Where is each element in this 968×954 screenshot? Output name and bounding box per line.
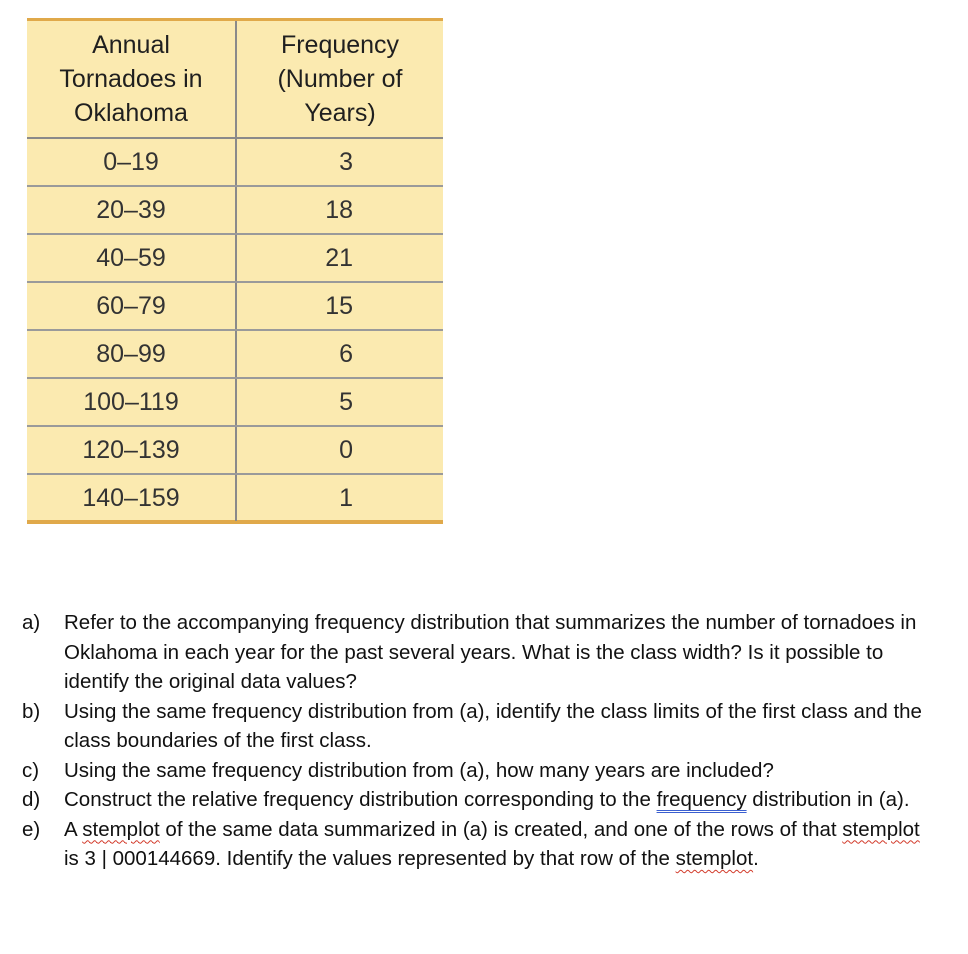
table-row (27, 186, 443, 234)
question-text-part: A (64, 817, 83, 841)
question-marker: a) (22, 611, 41, 634)
table-row (27, 474, 443, 521)
grammar-flagged-word[interactable]: frequency (656, 788, 747, 811)
header-col2-line2: (Number of (277, 65, 403, 93)
question-c[interactable] (22, 756, 922, 786)
frequency-cell: 5 (236, 378, 443, 426)
class-range-cell: 40–59 (27, 234, 236, 282)
frequency-cell: 18 (236, 186, 443, 234)
question-d[interactable] (22, 785, 922, 815)
class-range-cell: 140–159 (27, 474, 236, 521)
header-col2-line1: Frequency (280, 31, 400, 59)
frequency-cell: 0 (236, 426, 443, 474)
table-row (27, 282, 443, 330)
table-header-row (27, 21, 443, 138)
class-range-cell: 100–119 (27, 378, 236, 426)
header-col1-line1: Annual (92, 31, 170, 59)
question-text: Using the same frequency distribution from (a), how many years are included? (64, 758, 774, 782)
question-b[interactable] (22, 697, 922, 756)
question-a[interactable] (22, 608, 922, 697)
frequency-cell: 1 (339, 483, 353, 512)
question-text-part: distribution in (a). (746, 788, 910, 811)
question-text-part: of the same data summarized in (a) is created, and one of the rows of that (159, 817, 843, 841)
table-row (27, 330, 443, 378)
class-range-cell: 80–99 (27, 330, 236, 378)
question-marker: d) (22, 788, 41, 811)
question-text: Refer to the accompanying frequency distribution that summarizes the number of tornadoes in Oklahoma in each year for the past several years. What is the class width? Is it possible to identify the original data values? (64, 611, 917, 693)
question-marker: c) (22, 758, 40, 782)
question-text: Using the same frequency distribution from (a), identify the class limits of the first class and the class boundaries of the first class. (64, 699, 922, 752)
frequency-distribution-table (27, 21, 443, 521)
question-text-part: is 3 | 000144669. Identify the values represented by that row of the (64, 847, 676, 870)
class-range-cell: 20–39 (27, 186, 236, 234)
spellcheck-flagged-word[interactable]: stemplot (82, 817, 160, 841)
table-row (27, 426, 443, 474)
header-frequency (236, 21, 443, 138)
frequency-cell: 21 (236, 234, 443, 282)
header-col2-line3: Years) (304, 99, 376, 127)
header-col1-line3: Oklahoma (74, 99, 188, 127)
frequency-table-panel (27, 18, 443, 524)
class-range-cell: 60–79 (27, 282, 236, 330)
frequency-cell: 6 (236, 330, 443, 378)
header-annual-tornadoes (27, 21, 236, 138)
question-marker: e) (22, 817, 41, 841)
frequency-cell: 3 (236, 138, 443, 186)
class-range-cell: 120–139 (27, 426, 236, 474)
spellcheck-flagged-word[interactable]: stemplot (842, 817, 920, 841)
question-text-part: . (753, 847, 759, 870)
class-range-cell: 0–19 (27, 138, 236, 186)
question-marker: b) (22, 699, 41, 723)
spellcheck-flagged-word[interactable]: stemplot (675, 847, 754, 870)
question-text-part: Construct the relative frequency distribution corresponding to the (64, 788, 657, 811)
frequency-cell: 15 (236, 282, 443, 330)
question-e[interactable] (22, 815, 922, 874)
header-col1-line2: Tornadoes in (59, 65, 203, 93)
table-row (27, 234, 443, 282)
question-list (22, 608, 922, 874)
table-row (27, 138, 443, 186)
table-row (27, 378, 443, 426)
